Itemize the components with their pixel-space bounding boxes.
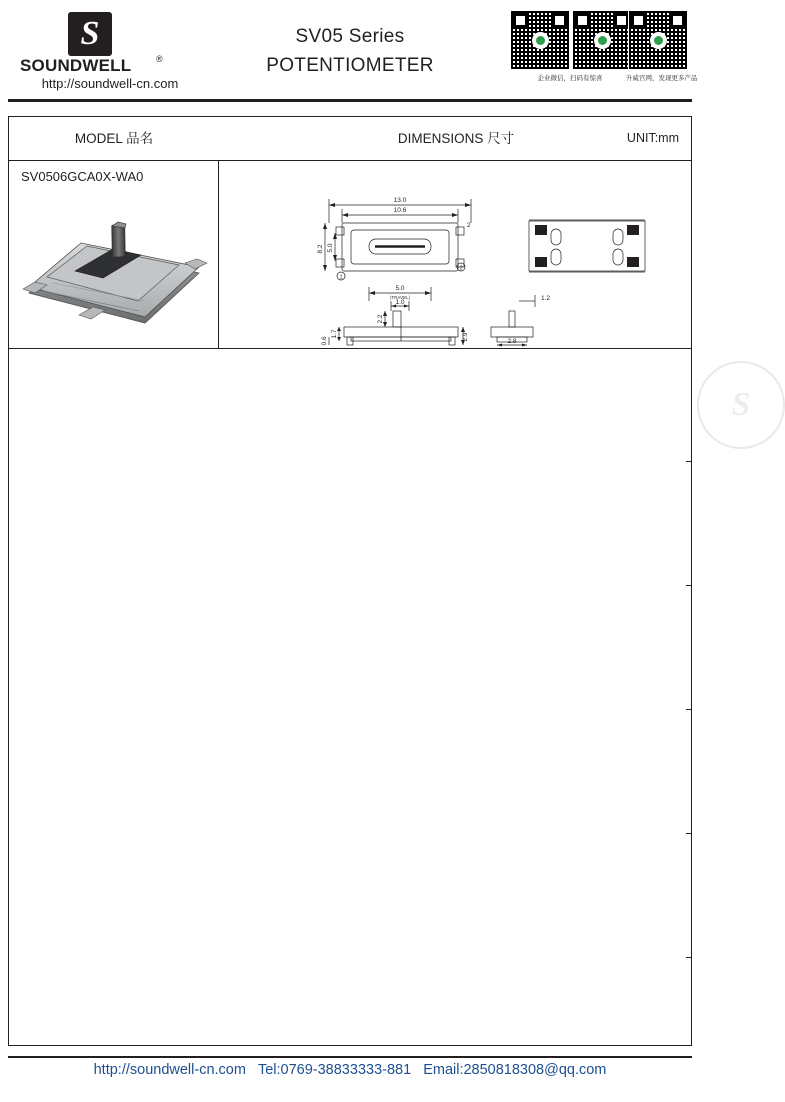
logo-letter: S (80, 15, 100, 52)
dim-height-inner: 5.0 (327, 243, 334, 253)
qr-code-wechat-2 (537, 10, 632, 82)
edge-tick (686, 833, 692, 834)
qr-code-image (628, 10, 688, 70)
column-header-model: MODEL 品名 (74, 131, 154, 146)
qr-code-website (626, 10, 698, 82)
header-divider (8, 99, 692, 102)
table-empty-area (9, 349, 691, 1045)
dim-pin-height: 2.9 (462, 332, 469, 342)
spec-table (8, 116, 751, 1046)
dim-travel-label: (TRAVEL) (389, 295, 411, 300)
qr-caption-website: 升威官网，发现更多产品 (626, 75, 698, 82)
page-footer (0, 1062, 700, 1078)
column-header-dimensions: DIMENSIONS 尺寸 (397, 131, 515, 146)
edge-tick (686, 585, 692, 586)
soundwell-logo-icon (68, 12, 112, 56)
dim-width-outer: 13.0 (393, 197, 407, 204)
qr-code-image (510, 10, 570, 70)
dim-knob-width: 1.0 (395, 299, 405, 306)
dim-width-inner: 10.6 (393, 207, 407, 214)
brand-name: SOUNDWELL (20, 56, 132, 75)
model-number: SV0506GCA0X-WA0 (21, 169, 144, 184)
dim-pin-width: 1.2 (541, 295, 551, 302)
svg-text:2: 2 (467, 222, 471, 229)
qr-center-dot (534, 34, 547, 47)
dim-knob-height: 2.2 (377, 314, 384, 324)
edge-tick (686, 709, 692, 710)
qr-code-wechat (510, 10, 570, 70)
footer-email[interactable]: Email:2850818308@qq.com (423, 1062, 607, 1078)
qr-center-dot (596, 34, 609, 47)
product-type-title: POTENTIOMETER (266, 55, 434, 76)
svg-text:1: 1 (339, 274, 343, 281)
dim-body-height: 1.7 (331, 329, 338, 339)
brand-logo (10, 10, 200, 90)
footer-url[interactable]: http://soundwell-cn.com (93, 1062, 246, 1078)
model-cell (9, 161, 219, 348)
dimensions-cell (219, 161, 751, 423)
footer-divider (8, 1056, 692, 1058)
dim-base-width: 2.8 (507, 338, 517, 345)
qr-code-image (572, 10, 632, 70)
dimension-drawing (219, 161, 693, 348)
qr-code-group (502, 10, 698, 98)
qr-caption-wechat: 企业微信，扫码有惊喜 (537, 75, 603, 82)
qr-center-dot (652, 34, 665, 47)
product-photo (17, 197, 211, 342)
svg-text:2: 2 (459, 265, 463, 272)
dim-travel: 5.0 (395, 285, 405, 292)
table-header-row (9, 117, 691, 161)
dim-height-outer: 8.2 (317, 244, 324, 254)
header-url: http://soundwell-cn.com (41, 76, 179, 91)
edge-tick (686, 957, 692, 958)
series-title: SV05 Series (295, 26, 405, 47)
edge-tick (686, 461, 692, 462)
page-title (205, 26, 495, 77)
footer-tel: Tel:0769-38833333-881 (257, 1062, 412, 1078)
watermark-logo: S (697, 361, 785, 449)
dim-base-thickness: 0.6 (321, 336, 328, 346)
page-header (0, 0, 700, 102)
unit-label: UNIT:mm (626, 131, 679, 145)
registered-mark-icon: ® (156, 54, 163, 64)
table-row (9, 161, 751, 423)
